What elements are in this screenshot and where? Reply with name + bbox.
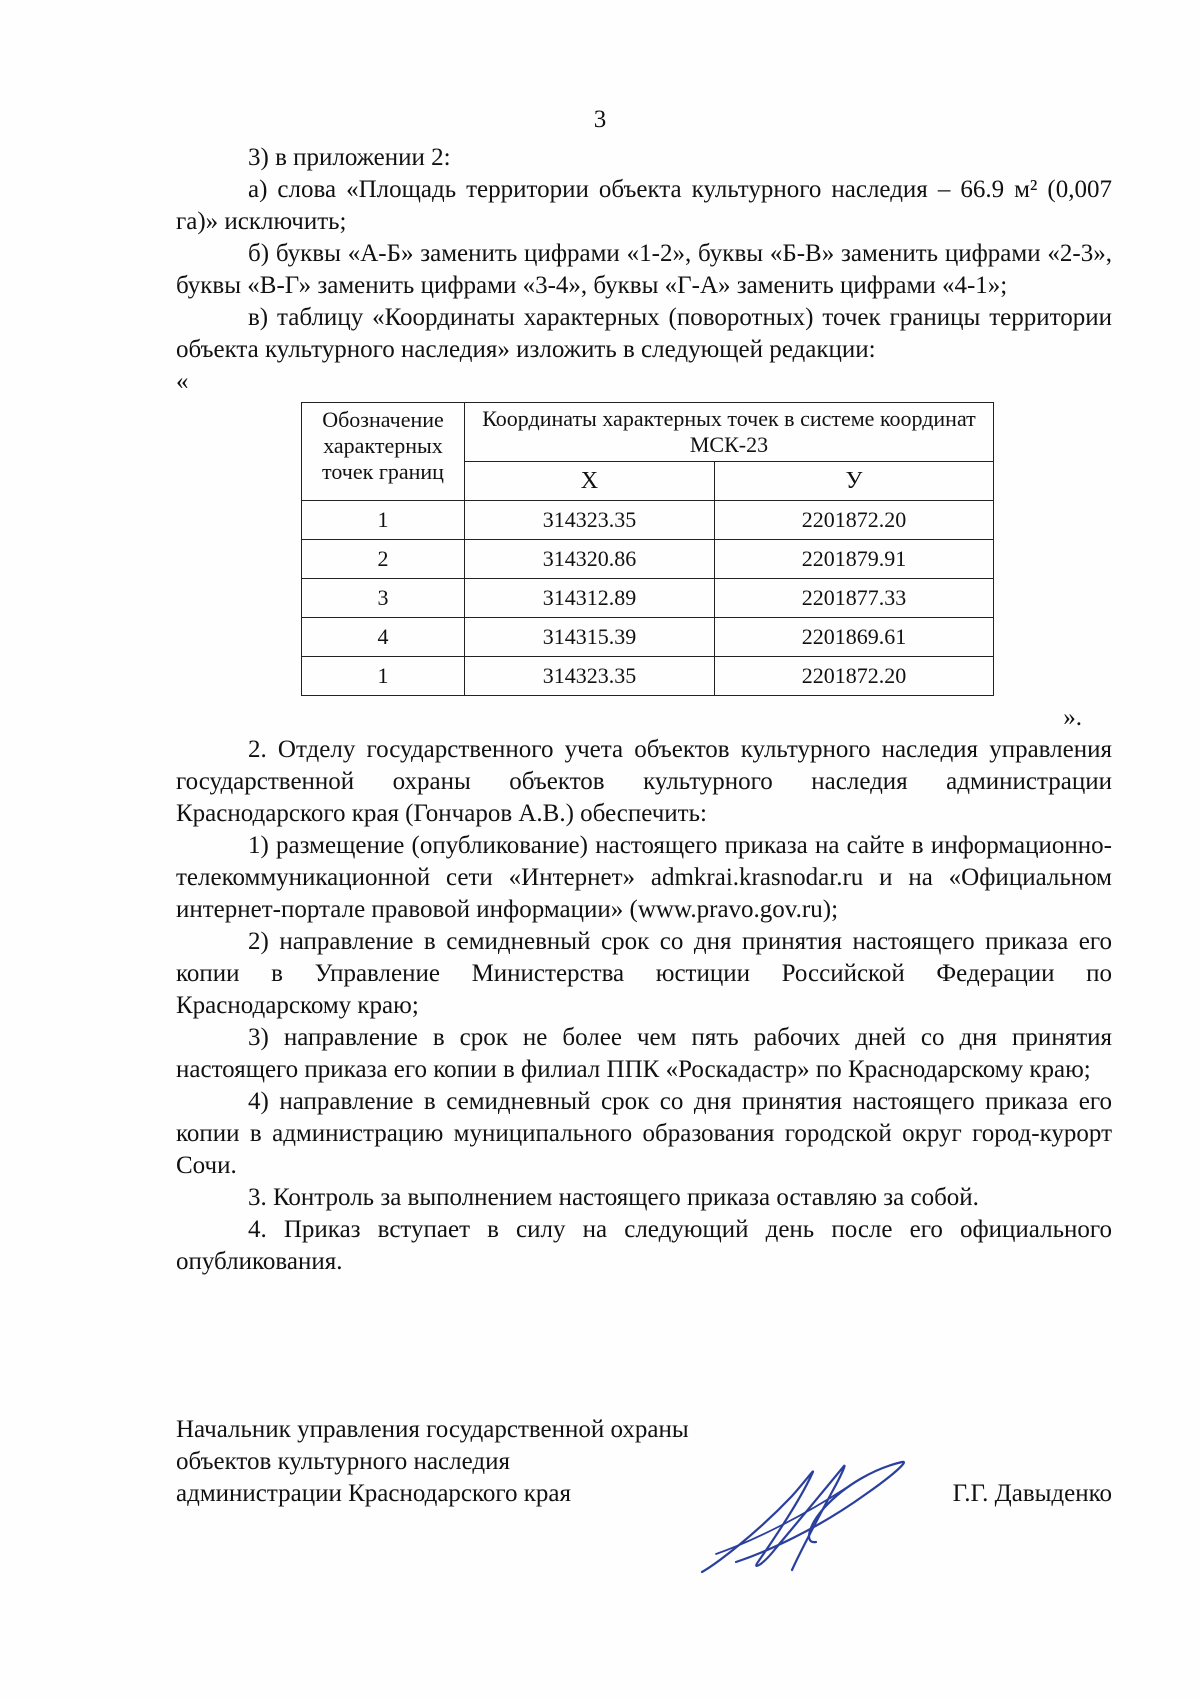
table-row <box>302 540 994 579</box>
handwritten-signature <box>696 1444 916 1584</box>
cell-x: 314315.39 <box>465 618 715 657</box>
cell-y: 2201877.33 <box>714 579 993 618</box>
signatory-title <box>176 1414 689 1510</box>
paragraph-item-3: 3) направление в срок не более чем пять рабочих дней со дня принятия настоящего приказа его копии в филиал ППК «Роскадастр» по Краснодарскому краю; <box>176 1024 1112 1083</box>
cell-point: 1 <box>302 501 465 540</box>
table-row <box>302 501 994 540</box>
opening-quote: « <box>176 368 189 395</box>
paragraph-item-1: 1) размещение (опубликование) настоящего приказа на сайте в информационно-телекоммуникационной сети «Интернет» admkrai.krasnodar.ru и на «Официальном интернет-портале правовой информации» (www.pravo.gov.ru); <box>176 832 1112 923</box>
paragraph-section-3: 3. Контроль за выполнением настоящего приказа оставляю за собой. <box>248 1184 979 1211</box>
document-body <box>176 142 1112 1278</box>
signatory-title-line-1: Начальник управления государственной охраны <box>176 1416 689 1443</box>
paragraph-item-b: б) буквы «А-Б» заменить цифрами «1-2», буквы «Б-В» заменить цифрами «2-3», буквы «В-Г» заменить цифрами «3-4», буквы «Г-А» заменить цифрами «4-1»; <box>176 240 1112 299</box>
coordinates-table-wrapper <box>176 402 1112 696</box>
cell-y: 2201872.20 <box>714 657 993 696</box>
cell-point: 3 <box>302 579 465 618</box>
cell-y: 2201879.91 <box>714 540 993 579</box>
header-y: У <box>714 462 993 501</box>
signatory-title-line-2: объектов культурного наследия <box>176 1448 510 1475</box>
signature-block <box>176 1414 1112 1544</box>
paragraph-item-4: 4) направление в семидневный срок со дня принятия настоящего приказа его копии в администрацию муниципального образования городской округ город-курорт Сочи. <box>176 1088 1112 1179</box>
cell-point: 2 <box>302 540 465 579</box>
cell-x: 314323.35 <box>465 501 715 540</box>
closing-quote: ». <box>1063 704 1082 731</box>
paragraph-item-a: а) слова «Площадь территории объекта культурного наследия – 66.9 м² (0,007 га)» исключить; <box>176 176 1112 235</box>
table-row <box>302 657 994 696</box>
table-row <box>302 618 994 657</box>
coordinates-table <box>301 402 994 696</box>
cell-x: 314320.86 <box>465 540 715 579</box>
header-point-label: Обозначение характерных точек границ <box>302 403 465 501</box>
signatory-name: Г.Г. Давыденко <box>952 1480 1112 1507</box>
table-row <box>302 579 994 618</box>
paragraph-item-v: в) таблицу «Координаты характерных (поворотных) точек границы территории объекта культурного наследия» изложить в следующей редакции: <box>176 304 1112 363</box>
paragraph-section-4: 4. Приказ вступает в силу на следующий день после его официального опубликования. <box>176 1216 1112 1275</box>
paragraph-appendix-2: 3) в приложении 2: <box>248 144 451 171</box>
cell-x: 314312.89 <box>465 579 715 618</box>
cell-point: 4 <box>302 618 465 657</box>
cell-point: 1 <box>302 657 465 696</box>
cell-x: 314323.35 <box>465 657 715 696</box>
paragraph-section-2: 2. Отделу государственного учета объектов культурного наследия управления государственной охраны объектов культурного наследия администрации Краснодарского края (Гончаров А.В.) обеспечить: <box>176 736 1112 827</box>
header-x: X <box>465 462 715 501</box>
cell-y: 2201869.61 <box>714 618 993 657</box>
signatory-title-line-3: администрации Краснодарского края <box>176 1480 572 1507</box>
cell-y: 2201872.20 <box>714 501 993 540</box>
page-number: 3 <box>593 106 607 133</box>
header-coordinates-group: Координаты характерных точек в системе координат МСК-23 <box>465 403 994 462</box>
paragraph-item-2: 2) направление в семидневный срок со дня принятия настоящего приказа его копии в Управление Министерства юстиции Российской Федерации по Краснодарскому краю; <box>176 928 1112 1019</box>
